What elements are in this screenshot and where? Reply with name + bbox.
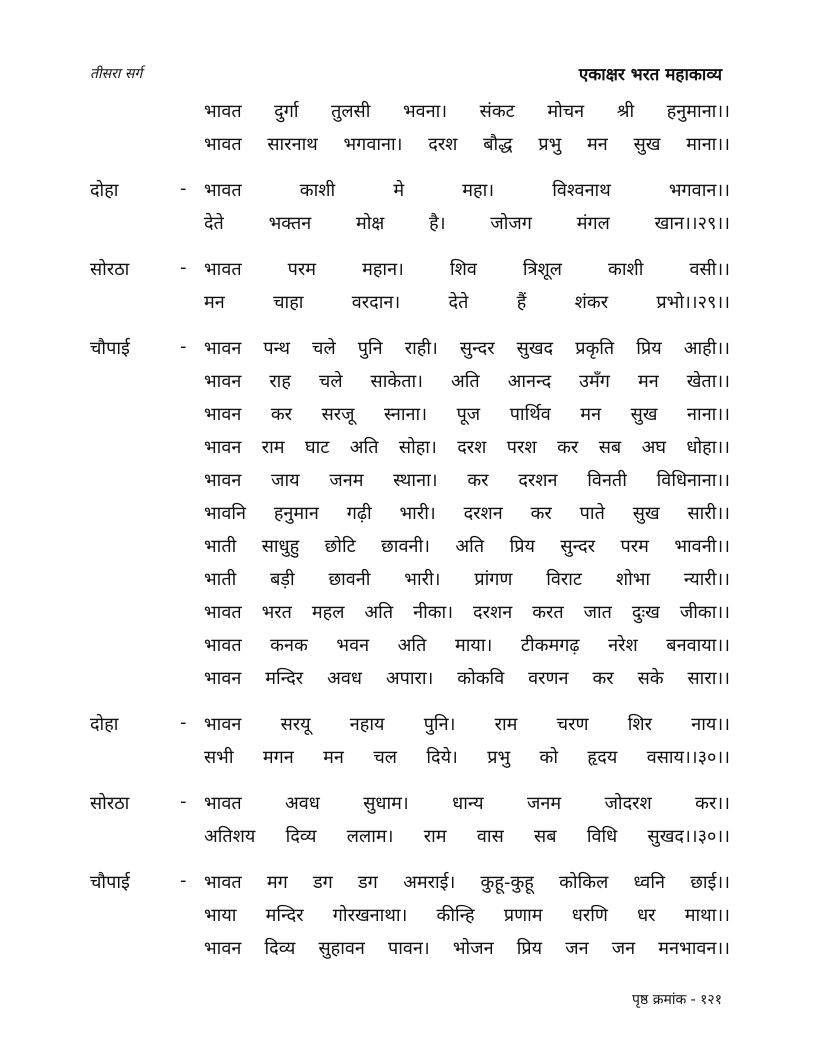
- verse-row: [90, 709, 730, 742]
- verse-row: [90, 175, 730, 208]
- verse-type-label: चौपाई: [90, 338, 130, 359]
- stanza: [90, 254, 730, 320]
- verse-line: भावन राम घाट अति सोहा। दरश परश कर सब अघ धोहा।।: [204, 437, 730, 458]
- verse-row: [90, 333, 730, 366]
- verse-line: भावत काशी मे महा। विश्वनाथ भगवान।।: [204, 180, 730, 201]
- verse-line: सभी मगन मन चल दिये। प्रभु को हृदय वसाय।।३०।।: [204, 747, 730, 768]
- verse-line: भावन राह चले साकेता। अति आनन्द उमँग मन खेता।।: [204, 371, 730, 392]
- verse-row: [90, 254, 730, 287]
- verse-line: भावन दिव्य सुहावन पावन। भोजन प्रिय जन जन मनभावन।।: [204, 938, 730, 959]
- verse-row: [90, 432, 730, 465]
- verse-row: [90, 597, 730, 630]
- verse-line: भावन जाय जनम स्थाना। कर दरशन विनती विधिनाना।।: [204, 470, 730, 491]
- stanza: [90, 709, 730, 775]
- verse-row: [90, 788, 730, 821]
- stanza: [90, 333, 730, 696]
- chapter-title: तीसरा सर्ग: [90, 66, 143, 82]
- verse-row: [90, 933, 730, 966]
- verse-row: [90, 287, 730, 320]
- verse-line: भावत सारनाथ भगवाना। दरश बौद्ध प्रभु मन सुख माना।।: [204, 134, 730, 155]
- verse-type-label: चौपाई: [90, 872, 130, 893]
- verse-row: [90, 399, 730, 432]
- verse-line: देते भक्तन मोक्ष है। जोजग मंगल खान।।२९।।: [204, 213, 730, 234]
- verse-line: भावत कनक भवन अति माया। टीकमगढ़ नरेश बनवाया।।: [204, 635, 730, 656]
- verse-line: भावत परम महान। शिव त्रिशूल काशी वसी।।: [204, 259, 730, 280]
- label-dash: -: [180, 178, 187, 199]
- verse-row: [90, 564, 730, 597]
- verse-line: अतिशय दिव्य ललाम। राम वास सब विधि सुखद।।३०।।: [204, 826, 730, 847]
- verse-row: [90, 366, 730, 399]
- stanza: [90, 96, 730, 162]
- verse-line: भाती साधुहु छोटि छावनी। अति प्रिय सुन्दर परम भावनी।।: [204, 536, 730, 557]
- stanza: [90, 175, 730, 241]
- stanza: [90, 867, 730, 966]
- verse-row: [90, 129, 730, 162]
- verse-row: [90, 531, 730, 564]
- label-dash: -: [180, 336, 187, 357]
- verse-row: [90, 498, 730, 531]
- verse-row: [90, 742, 730, 775]
- verse-line: भाती बड़ी छावनी भारी। प्रांगण विराट शोभा न्यारी।।: [204, 569, 730, 590]
- verse-line: मन चाहा वरदान। देते हैं शंकर प्रभो।।२९।।: [204, 292, 730, 313]
- label-dash: -: [180, 870, 187, 891]
- verse-body: [90, 96, 730, 979]
- verse-row: [90, 465, 730, 498]
- verse-type-label: सोरठा: [90, 793, 130, 814]
- verse-type-label: दोहा: [90, 180, 119, 201]
- verse-line: भावत भरत महल अति नीका। दरशन करत जात दुःख जीका।।: [204, 602, 730, 623]
- verse-row: [90, 96, 730, 129]
- verse-line: भावत दुर्गा तुलसी भवना। संकट मोचन श्री हनुमाना।।: [204, 101, 730, 122]
- verse-line: भावनि हनुमान गढ़ी भारी। दरशन कर पाते सुख सारी।।: [204, 503, 730, 524]
- page-number: पृष्ठ क्रमांक - १२१: [632, 992, 722, 1008]
- verse-line: भावन सरयू नहाय पुनि। राम चरण शिर नाय।।: [204, 714, 730, 735]
- verse-row: [90, 821, 730, 854]
- verse-row: [90, 208, 730, 241]
- verse-line: भावन मन्दिर अवध अपारा। कोकवि वरणन कर सके सारा।।: [204, 668, 730, 689]
- label-dash: -: [180, 791, 187, 812]
- verse-row: [90, 900, 730, 933]
- verse-row: [90, 630, 730, 663]
- label-dash: -: [180, 712, 187, 733]
- verse-line: भाया मन्दिर गोरखनाथा। कीन्हि प्रणाम धरणि धर माथा।।: [204, 905, 730, 926]
- label-dash: -: [180, 257, 187, 278]
- verse-row: [90, 867, 730, 900]
- verse-line: भावन कर सरजू स्नाना। पूज पार्थिव मन सुख नाना।।: [204, 404, 730, 425]
- verse-line: भावत मग डग डग अमराई। कुहू-कुहू कोकिल ध्वनि छाई।।: [204, 872, 730, 893]
- book-title: एकाक्षर भरत महाकाव्य: [578, 65, 722, 85]
- verse-line: भावन पन्थ चले पुनि राही। सुन्दर सुखद प्रकृति प्रिय आही।।: [204, 338, 730, 359]
- verse-type-label: सोरठा: [90, 259, 130, 280]
- verse-row: [90, 663, 730, 696]
- verse-type-label: दोहा: [90, 714, 119, 735]
- verse-line: भावत अवध सुधाम। धान्य जनम जोदरश कर।।: [204, 793, 730, 814]
- page-header: [90, 62, 722, 90]
- stanza: [90, 788, 730, 854]
